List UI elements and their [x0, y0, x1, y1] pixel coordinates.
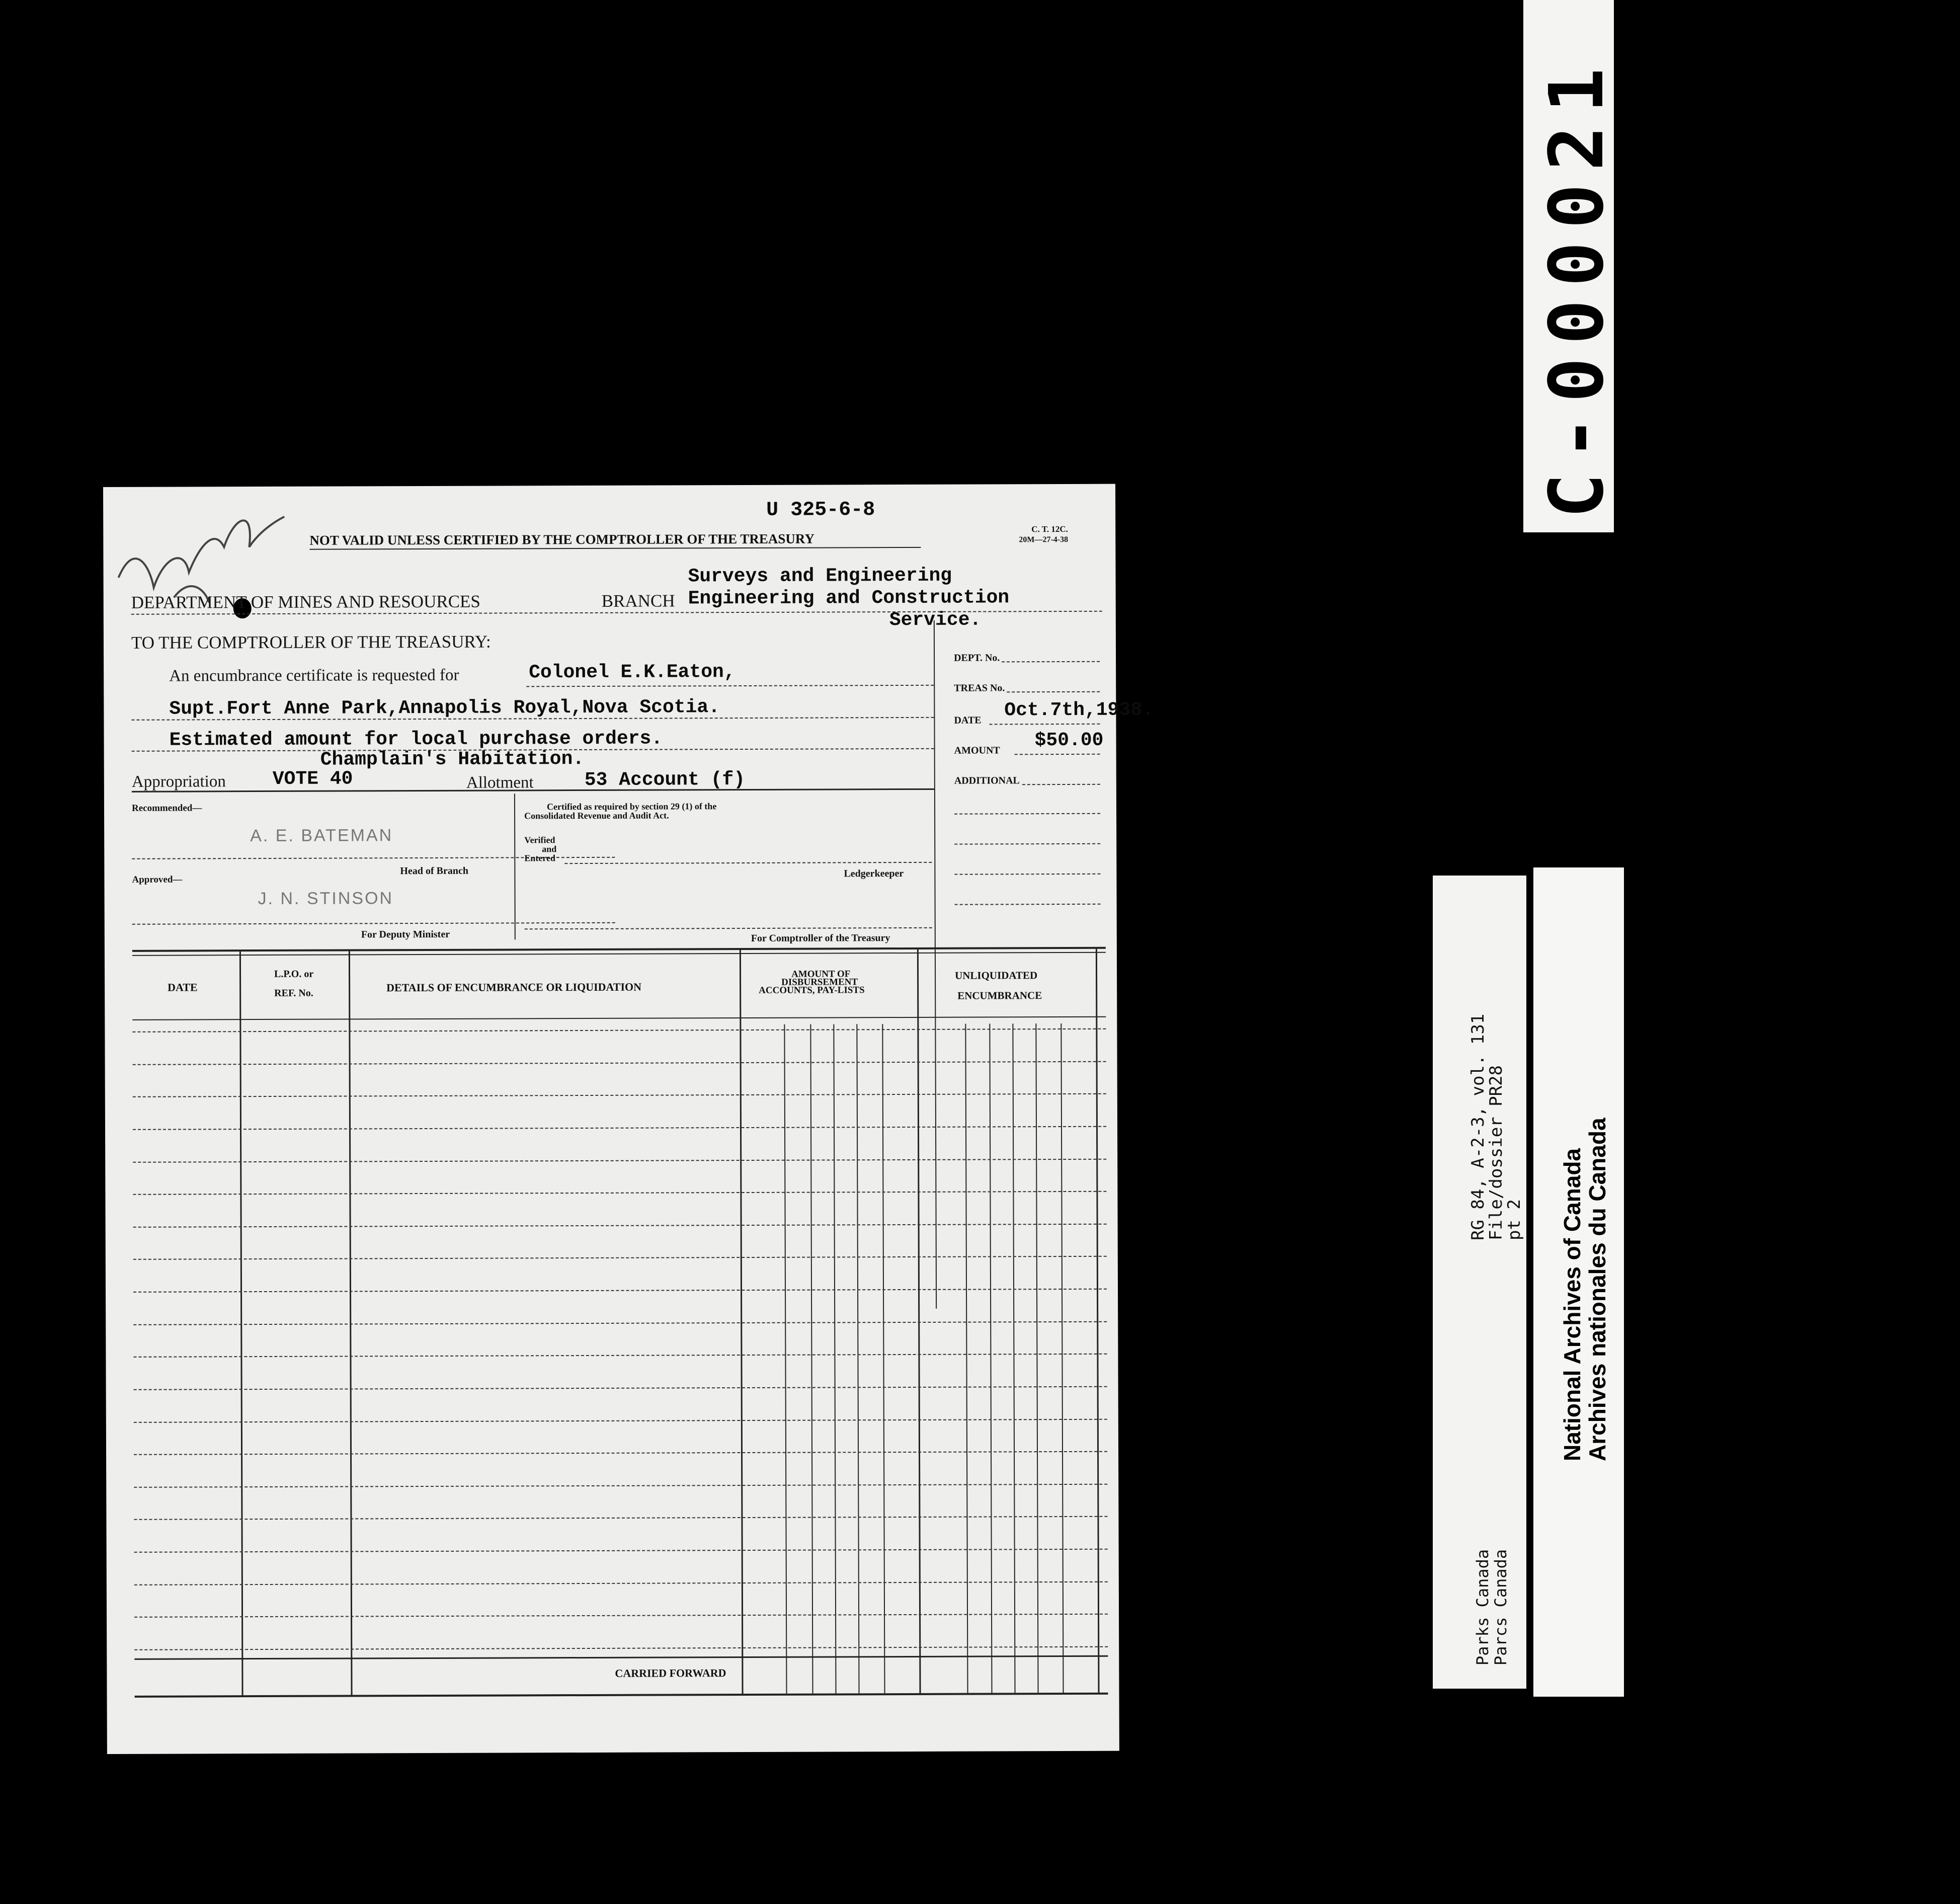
- ledger-row-line: [133, 1224, 1107, 1228]
- recommended-label: Recommended—: [131, 803, 202, 814]
- col-unliquidated-header: UNLIQUIDATED: [955, 969, 1038, 982]
- col-lpo-header: L.P.O. or: [274, 968, 314, 980]
- parks-canada-en: Parks Canada: [1473, 1549, 1492, 1665]
- allotment-value: 53 Account (f): [584, 768, 746, 791]
- request-label: An encumbrance certificate is requested for: [169, 666, 459, 685]
- ledger-row-line: [134, 1386, 1107, 1390]
- branch-line-1: Surveys and Engineering: [688, 565, 952, 588]
- amount-value: $50.00: [1034, 729, 1104, 752]
- form-print-code: 20M—27-4-38: [1019, 535, 1069, 544]
- money-column-rule: [882, 1024, 885, 1693]
- archives-label: [1533, 867, 1624, 1697]
- money-column-rule: [1035, 1023, 1038, 1693]
- money-column-rule: [810, 1024, 813, 1694]
- col-amount-header-3: ACCOUNTS, PAY-LISTS: [759, 985, 865, 996]
- deputy-minister-caption: For Deputy Minister: [361, 928, 450, 940]
- ledger-row-line: [133, 1093, 1106, 1097]
- approved-signature: J. N. STINSON: [258, 889, 394, 909]
- ledger-row-line: [134, 1419, 1107, 1423]
- file-number: U 325-6-8: [766, 499, 875, 522]
- ledger-row-line: [133, 1289, 1107, 1293]
- comptroller-caption: For Comptroller of the Treasury: [751, 932, 890, 944]
- branch-line-3: Service.: [889, 609, 982, 631]
- col-date-header: DATE: [168, 981, 198, 994]
- appropriation-value: VOTE 40: [272, 768, 353, 790]
- reference-label: [1433, 876, 1526, 1689]
- approved-label: Approved—: [132, 874, 183, 885]
- archives-name-en: National Archives of Canada: [1559, 1148, 1585, 1461]
- ledger-row-line: [134, 1614, 1108, 1618]
- col-details-header: DETAILS OF ENCUMBRANCE OR LIQUIDATION: [386, 980, 642, 994]
- head-of-branch-caption: Head of Branch: [400, 865, 468, 877]
- money-column-rule: [856, 1024, 859, 1693]
- detail-line-3: Estimated amount for local purchase orders.: [169, 728, 663, 751]
- form-code: C. T. 12C.: [1031, 524, 1068, 534]
- archives-name-fr: Archives nationales du Canada: [1584, 1118, 1610, 1461]
- additional-label: ADDITIONAL: [954, 775, 1020, 786]
- reel-number: C-000021: [1533, 55, 1620, 518]
- ledger-row-line: [133, 1256, 1107, 1260]
- verified-and-label: and: [542, 844, 557, 854]
- ref-line-2: File/dossier PR28: [1486, 1065, 1506, 1240]
- allotment-label: Allotment: [466, 773, 534, 792]
- money-column-rule: [965, 1024, 968, 1693]
- ledger-row-line: [133, 1126, 1106, 1130]
- carried-forward-label: CARRIED FORWARD: [615, 1667, 726, 1680]
- certified-text-1: Certified as required by section 29 (1) of the: [546, 801, 717, 812]
- ledger-row-line: [133, 1321, 1107, 1325]
- certified-text-2: Consolidated Revenue and Audit Act.: [524, 810, 669, 821]
- amount-label: AMOUNT: [954, 745, 1000, 756]
- money-column-rule: [1060, 1023, 1064, 1693]
- entered-label: Entered: [524, 853, 556, 863]
- col-amount-header: AMOUNT OF: [791, 969, 851, 980]
- money-column-rule: [989, 1023, 992, 1693]
- appropriation-label: Appropriation: [131, 772, 226, 791]
- treas-no-label: TREAS No.: [954, 682, 1005, 694]
- ledger-row-line: [132, 1028, 1106, 1033]
- col-encumbrance-header: ENCUMBRANCE: [957, 989, 1042, 1002]
- ledger-row-line: [134, 1484, 1107, 1488]
- to-comptroller-label: TO THE COMPTROLLER OF THE TREASURY:: [131, 631, 491, 653]
- ledger-row-line: [133, 1159, 1106, 1163]
- branch-line-2: Engineering and Construction: [688, 587, 1010, 610]
- request-for-value: Colonel E.K.Eaton,: [529, 661, 736, 684]
- money-column-rule: [833, 1024, 836, 1693]
- branch-label: BRANCH: [601, 591, 675, 611]
- detail-line-4: Champlain's Habitation.: [320, 748, 585, 771]
- ledger-row-line: [134, 1549, 1108, 1553]
- parks-canada-fr: Parcs Canada: [1491, 1549, 1510, 1665]
- encumbrance-certificate-form: [103, 484, 1154, 1754]
- ledger-row-line: [134, 1516, 1107, 1520]
- ledgerkeeper-caption: Ledgerkeeper: [844, 868, 904, 880]
- ledger-row-line: [133, 1191, 1106, 1195]
- header-notice: NOT VALID UNLESS CERTIFIED BY THE COMPTROLLER OF THE TREASURY: [309, 531, 814, 548]
- ledger-row-line: [133, 1061, 1106, 1065]
- money-column-rule: [1012, 1023, 1015, 1693]
- ref-line-3: pt 2: [1504, 1199, 1524, 1240]
- ledger-row-line: [134, 1646, 1108, 1650]
- detail-line-2: Supt.Fort Anne Park,Annapolis Royal,Nova Scotia.: [169, 696, 720, 720]
- department-label: DEPARTMENT OF MINES AND RESOURCES: [131, 591, 480, 612]
- ledger-row-line: [134, 1451, 1107, 1455]
- dept-no-label: DEPT. No.: [954, 652, 1000, 664]
- recommended-signature: A. E. BATEMAN: [250, 826, 393, 846]
- col-amount-header-2: DISBURSEMENT: [781, 977, 858, 988]
- ref-line-1: RG 84, A-2-3, vol. 131: [1468, 1013, 1488, 1240]
- col-ref-header: REF. No.: [274, 987, 313, 999]
- reel-number-label: [1523, 0, 1620, 532]
- ledger-row-line: [134, 1581, 1108, 1585]
- date-label: DATE: [954, 715, 982, 726]
- verified-label: Verified: [524, 835, 555, 845]
- ledger-row-line: [133, 1354, 1107, 1358]
- date-value: Oct.7th,1938.: [1004, 699, 1154, 722]
- money-column-rule: [784, 1024, 787, 1694]
